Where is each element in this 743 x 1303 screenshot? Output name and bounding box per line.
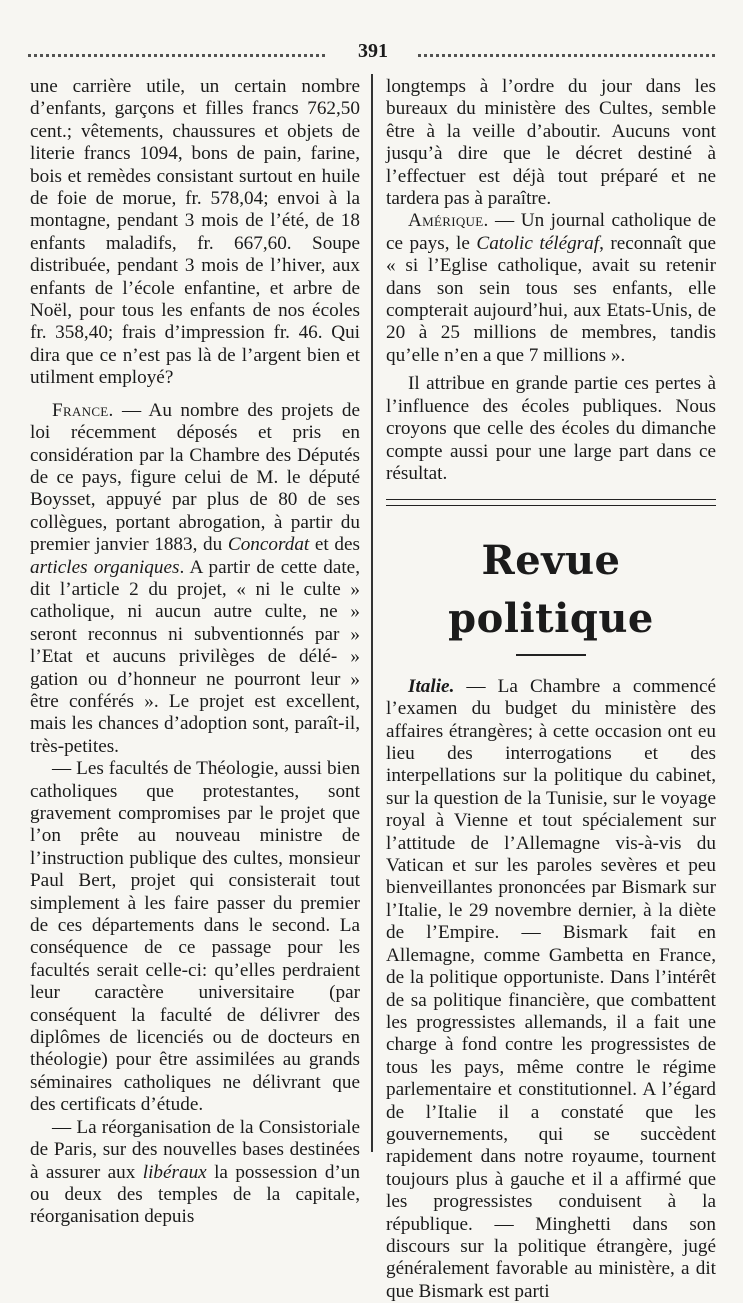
page-header (28, 40, 718, 70)
paragraph-france: France. — Au nombre des projets de loi récemment déposés et pris en considération par la Chambre des Députés de ce pays, figure celui de M. le député Boysset, appuyé par plus de 80 de ses collègues, portant abrogation, à partir du premier janvier 1883, du Concordat et des articles organiques. A partir de cette date, dit l’article 2 du projet, « ni le culte » catholique, ni aucun autre culte, ne » seront reconnus ni subventionnés par » l’Etat et aucuns privilèges de délé- » gation ou d’honneur ne pourront leur » être conférés ». Le projet est excellent, mais les chances d’adoption sont, paraît-il, très-petites. (30, 399, 360, 757)
section-separator (386, 499, 716, 506)
paragraph-amerique: Amérique. — Un journal catholique de ce pays, le Catolic télégraf, reconnaît que « si l’Eglise catholique, avait su retenir dans son sein tous ses enfants, elle compterait aujourd’hui, aux Etats-Unis, de 20 à 25 millions de membres, tandis qu’elle n’en a que 7 millions ». (386, 210, 716, 366)
column-divider (371, 74, 373, 1152)
paragraph-public-schools: Il attribue en grande partie ces pertes à l’influence des écoles publiques. Nous croyons que celle des écoles du dimanche compte aussi pour une large part dans ce résultat. (386, 373, 716, 484)
section-lead-france: France. (52, 399, 114, 421)
paragraph-italie: Italie. — La Chambre a commencé l’examen du budget du ministère des affaires étrangères; à cette occasion ont eu lieu des interrogations et des interpellations sur la politique du cabinet, sur la question de la Tunisie, sur le voyage royal à Vienne et tout spécialement sur l’attitude de l’Allemagne vis-à-vis du Vatican et sur les paroles sevères et peu bienveillantes prononcées par Bismark sur l’Italie, le 29 novembre dernier, à la diète de l’Empire. — Bismark fait en Allemagne, comme Gambetta en France, de la politique opportuniste. Dans l’intérêt de sa politique financière, que combattent les progressistes allemands, il a fait une charge à fond contre les progressistes de tous les pays, même contre le régime parlementaire et constitutionnel. A l’égard de l’Italie il a constaté que les gouvernements, qui se succèdent rapidement dans notre royaume, tournent toujours plus à gauche et il a affirmé que les progressistes conduisent à la république. — Minghetti dans son discours sur la politique étrangère, jugé généralement favorable au ministère, a dit que Bismark est parti (386, 675, 716, 1302)
section-lead-amerique: Amérique. (408, 210, 489, 232)
paragraph-ministry-continuation: longtemps à l’ordre du jour dans les bureaux du ministère des Cultes, semble être à la veille d’aboutir. Aucuns vont jusqu’à dire que le décret destiné à l’effectuer est déjà tout préparé et ne tardera pas à paraître. (386, 76, 716, 210)
title-underline (516, 654, 586, 656)
header-ornament-right (418, 54, 718, 57)
right-column (386, 76, 716, 1303)
section-title: Revue politique (448, 537, 654, 643)
paragraph-consistory: — La réorganisation de la Consistoriale de Paris, sur des nouvelles bases destinées à assurer aux libéraux la possession d’un ou deux des temples de la capitale, réorganisation depuis (30, 1116, 360, 1228)
section-lead-italie: Italie. (408, 675, 455, 697)
left-column (30, 76, 360, 1229)
paragraph-theology-faculties: — Les facultés de Théologie, aussi bien catholiques que protestantes, sont gravement compromises par le projet que l’on prête au nouveau ministre de l’instruction publique des cultes, monsieur Paul Bert, projet qui consisterait tout simplement à les faire passer du premier de ces départements dans le second. La conséquence de ce passage pour les facultés serait celle-ci: qu’elles perdraient leur caractère universitaire (par conséquent la faculté de délivrer des diplômes de licenciés ou de docteurs en théologie) pour être assimilées au grands séminaires catholiques ne délivrant que des certificats d’étude. (30, 758, 360, 1116)
paragraph-charity-report: une carrière utile, un certain nombre d’enfants, garçons et filles francs 762,50 cent.; vêtements, chaussures et objets de literie francs 1094, bons de pain, farine, bois et remèdes consistant surtout en huile de foie de morue, fr. 578,04; envoi à la montagne, pendant 3 mois de l’été, de 18 enfants maladifs, fr. 667,60. Soupe distribuée, pendant 3 mois de l’hiver, aux enfants de l’école enfantine, et arbre de Noël, pour tous les enfants de nos écoles fr. 358,40; frais d’impression fr. 46. Qui dira que ce n’est pas là de l’argent bien et utilment employé? (30, 76, 360, 389)
page-number: 391 (358, 40, 388, 62)
